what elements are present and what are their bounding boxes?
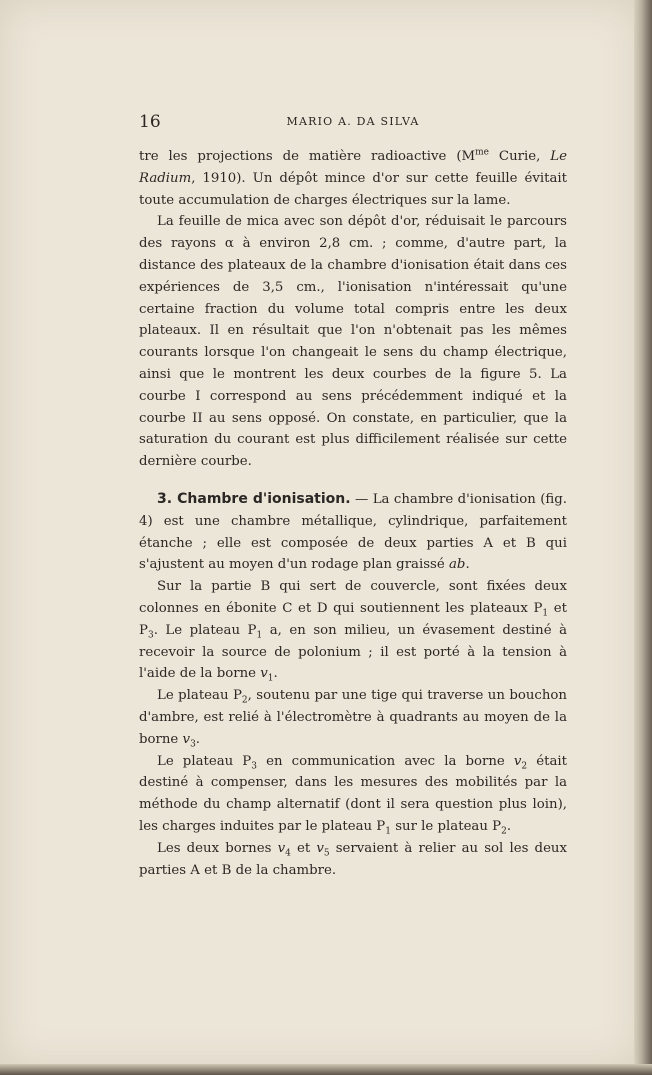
paragraph-mica-sheet: La feuille de mica avec son dépôt d'or, réduisait le parcours des rayons α à environ 2,8 cm. ; comme, d'autre part, la distance des plateaux de la chambre d'ionisation était dans ces expériences de 3,5 cm., l'ionisation n'intéressait qu'une certaine fraction du volume total compris entre les deux plateaux. Il en résultait que l'on n'obtenait pas les mêmes courants lorsque l'on changeait le sens du champ électrique, ainsi que le montrent les deux courbes de la figure 5. La courbe I correspond au sens précédemment indiqué et la courbe II au sens opposé. On constate, en particulier, que la saturation du courant est plus difficilement réalisée sur cette dernière courbe. [139,214,567,470]
paragraph-part-b: Sur la partie B qui sert de couvercle, sont fixées deux colonnes en ébonite C et D qui soutiennent les plateaux $P_1$ et $P_3$. Le plateau $P_1$ a, en son milieu, un évasement destiné à recevoir la source de polonium ; il est porté à la tension à l'aide de la borne $v_1$. [139,579,568,684]
body-text [139,146,567,881]
paragraph-terminals: Les deux bornes $v_4$ et $v_5$ servaient à relier au sol les deux parties A et B de la chambre. [139,840,567,878]
paragraph-ionisation-chamber: 3. Chambre d'ionisation. — La chambre d'ionisation (fig. 4) est une chambre métallique, cylindrique, parfaitement étanche ; elle est composée de deux parties A et B qui s'ajustent au moyen d'un rodage plan graissé ab. [139,490,567,573]
page-header [139,112,567,134]
running-head: MARIO A. DA SILVA [286,115,420,128]
page-edge-bottom [0,1064,652,1075]
page-edge-right [634,0,652,1075]
section-heading: 3. Chambre d'ionisation. [157,490,351,507]
page-number: 16 [139,112,161,132]
paragraph-plate-p3: Le plateau $P_3$ en communication avec la borne $v_2$ était destiné à compenser, dans les mesures des mobilités par la méthode du champ alternatif (dont il sera question plus loin), les charges induites par le plateau $P_1$ sur le plateau $P_2$. [139,753,567,837]
paragraph-plate-p2: Le plateau $P_2$, soutenu par une tige qui traverse un bouchon d'ambre, est relié à l'électromètre à quadrants au moyen de la borne $v_3$. [139,688,567,750]
paragraph-continuation: tre les projections de matière radioactive ($M^{me}$ Curie, Le Radium, 1910). Un dépôt mince d'or sur cette feuille évitait toute accumulation de charges électriques sur la lame. [139,147,567,208]
